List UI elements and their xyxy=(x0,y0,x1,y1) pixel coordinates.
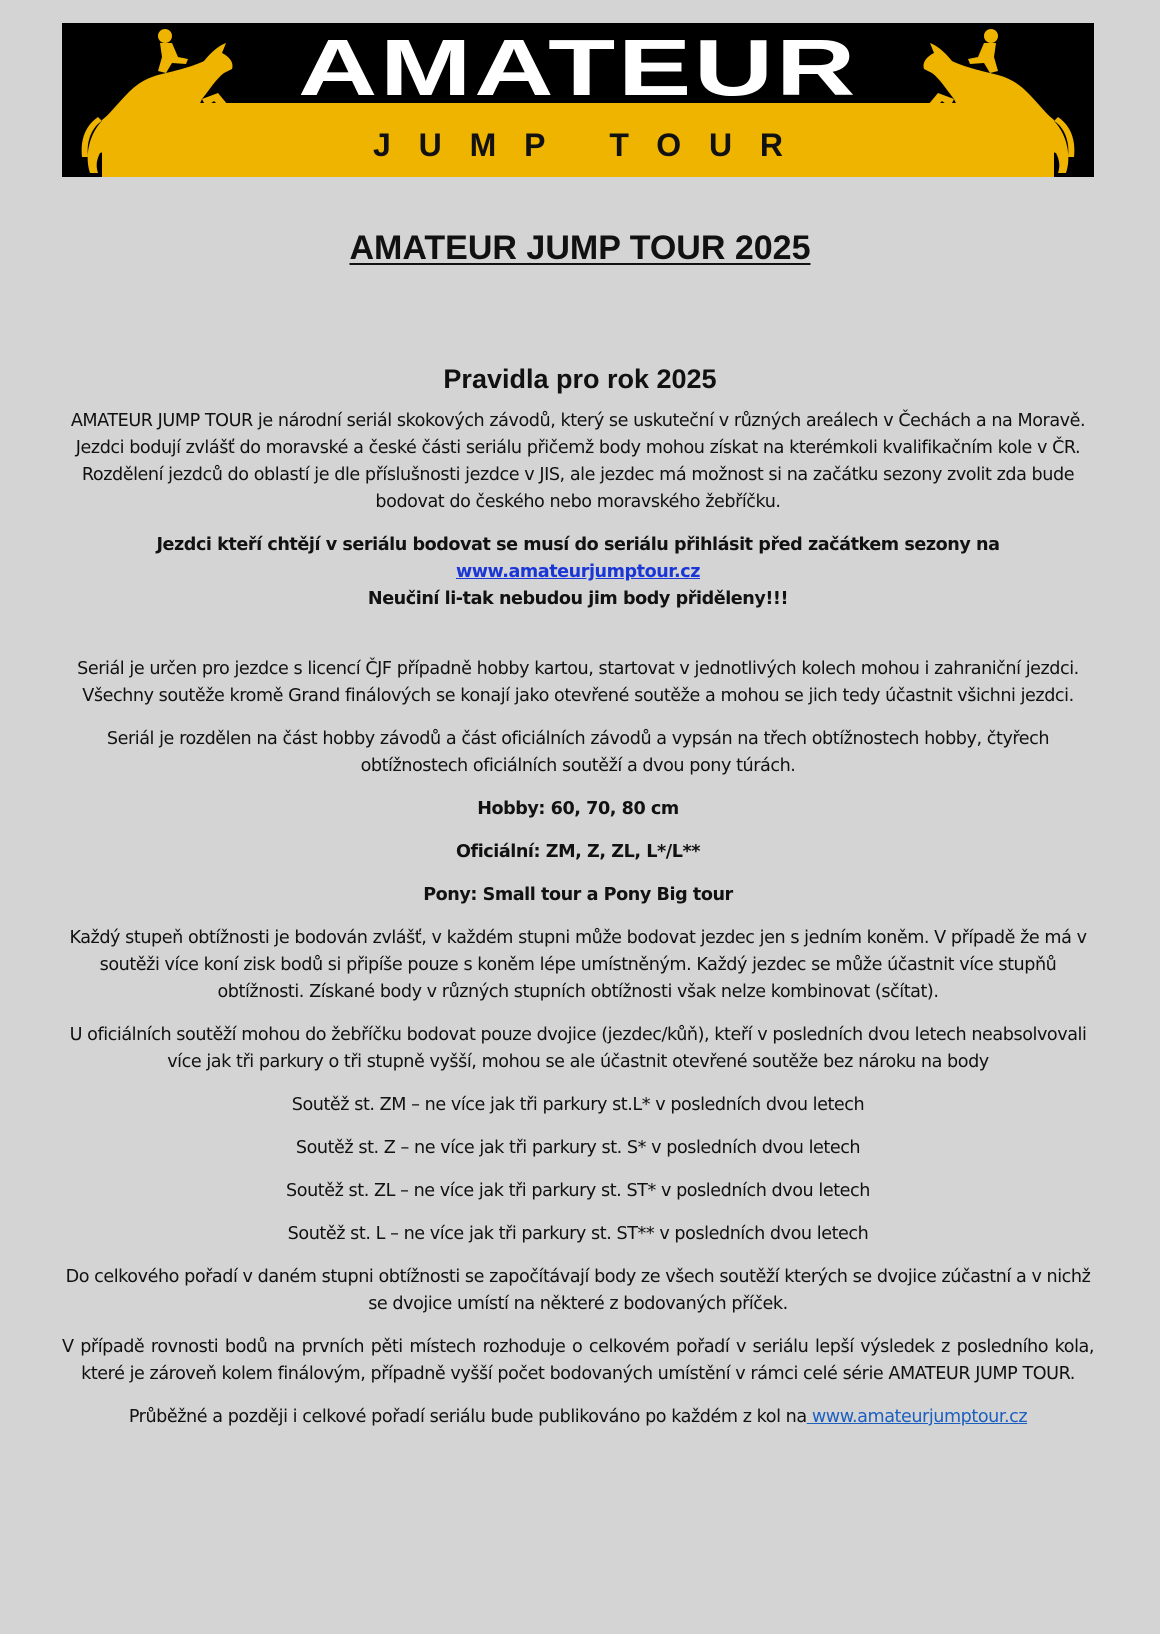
document-title: AMATEUR JUMP TOUR 2025 xyxy=(349,229,811,267)
eligibility-paragraph: U oficiálních soutěží mohou do žebříčku bodovat pouze dvojice (jezdec/kůň), kteří v posledních dvou letech neabsolvovali více jak tři parkury o tři stupně vyšší, mohou se ale účastnit otevřené soutěže bez nároku na body xyxy=(69,1025,1087,1072)
rules-body xyxy=(62,408,1094,1447)
banner-title: AMATEUR xyxy=(298,23,858,112)
intro-paragraph: AMATEUR JUMP TOUR je národní seriál skokových závodů, který se uskuteční v různých areálech v Čechách a na Moravě. Jezdci bodují zvlášť do moravské a české části seriálu přičemž body mohou získat na kterémkoli kvalifikačním kole v ČR. Rozdělení jezdců do oblastí je dle příslušnosti jezdce v JIS, ale jezdec má možnost si na začátku sezony zvolit zda bude bodovat do českého nebo moravského žebříčku. xyxy=(70,411,1086,512)
licence-paragraph: Seriál je určen pro jezdce s licencí ČJF případně hobby kartou, startovat v jednotlivých kolech mohou i zahraniční jezdci. Všechny soutěže kromě Grand finálových se konají jako otevřené soutěže a mohou se jich tedy účastnit všichni jezdci. xyxy=(77,659,1079,706)
restriction-zm: Soutěž st. ZM – ne více jak tři parkury st.L* v posledních dvou letech xyxy=(291,1095,865,1115)
restriction-l: Soutěž st. L – ne více jak tři parkury st. ST** v posledních dvou letech xyxy=(287,1224,869,1244)
banner-logo xyxy=(62,23,1094,177)
overall-paragraph: Do celkového pořadí v daném stupni obtížnosti se započítávají body ze všech soutěží kterých se dvojice zúčastní a v nichž se dvojice umístí na některé z bodovaných příček. xyxy=(65,1267,1091,1314)
banner-subtitle: JUMP TOUR xyxy=(373,127,783,163)
pony-levels: Pony: Small tour a Pony Big tour xyxy=(423,885,733,905)
registration-text: Jezdci kteří chtějí v seriálu bodovat se musí do seriálu přihlásit před začátkem sezony na xyxy=(156,535,1000,555)
publication-paragraph xyxy=(62,1404,1094,1431)
division-paragraph: Seriál je rozdělen na část hobby závodů a část oficiálních závodů a vypsán na třech obtížnostech hobby, čtyřech obtížnostech oficiálních soutěží a dvou pony túrách. xyxy=(106,729,1050,776)
official-levels: Oficiální: ZM, Z, ZL, L*/L** xyxy=(456,842,700,862)
restriction-z: Soutěž st. Z – ne více jak tři parkury st. S* v posledních dvou letech xyxy=(295,1138,861,1158)
registration-paragraph xyxy=(62,532,1094,613)
scoring-paragraph: Každý stupeň obtížnosti je bodován zvlášť, v každém stupni může bodovat jezdec jen s jedním koněm. V případě že má v soutěži více koní zisk bodů si připíše pouze s koněm lépe umístněným. Každý jezdec se může účastnit více stupňů obtížnosti. Získané body v různých stupních obtížnosti však nelze kombinovat (sčítat). xyxy=(69,928,1087,1002)
publication-link[interactable]: www.amateurjumptour.cz xyxy=(806,1407,1028,1427)
registration-warning: Neučiní li-tak nebudou jim body přiděleny!!! xyxy=(367,589,789,609)
spacer xyxy=(62,613,1094,656)
rules-subtitle: Pravidla pro rok 2025 xyxy=(443,364,717,394)
tiebreak-paragraph: V případě rovnosti bodů na prvních pěti místech rozhoduje o celkovém pořadí v seriálu lepší výsledek z posledního kola, které je zároveň kolem finálovým, případně vyšší počet bodovaných umístění v rámci celé série AMATEUR JUMP TOUR. xyxy=(62,1337,1094,1384)
publication-text: Průběžné a později i celkové pořadí seriálu bude publikováno po každém z kol na xyxy=(128,1407,807,1427)
hobby-levels: Hobby: 60, 70, 80 cm xyxy=(477,799,679,819)
amateur-jump-tour-banner xyxy=(62,23,1094,177)
restriction-zl: Soutěž st. ZL – ne více jak tři parkury st. ST* v posledních dvou letech xyxy=(286,1181,870,1201)
registration-link[interactable]: www.amateurjumptour.cz xyxy=(455,562,701,582)
